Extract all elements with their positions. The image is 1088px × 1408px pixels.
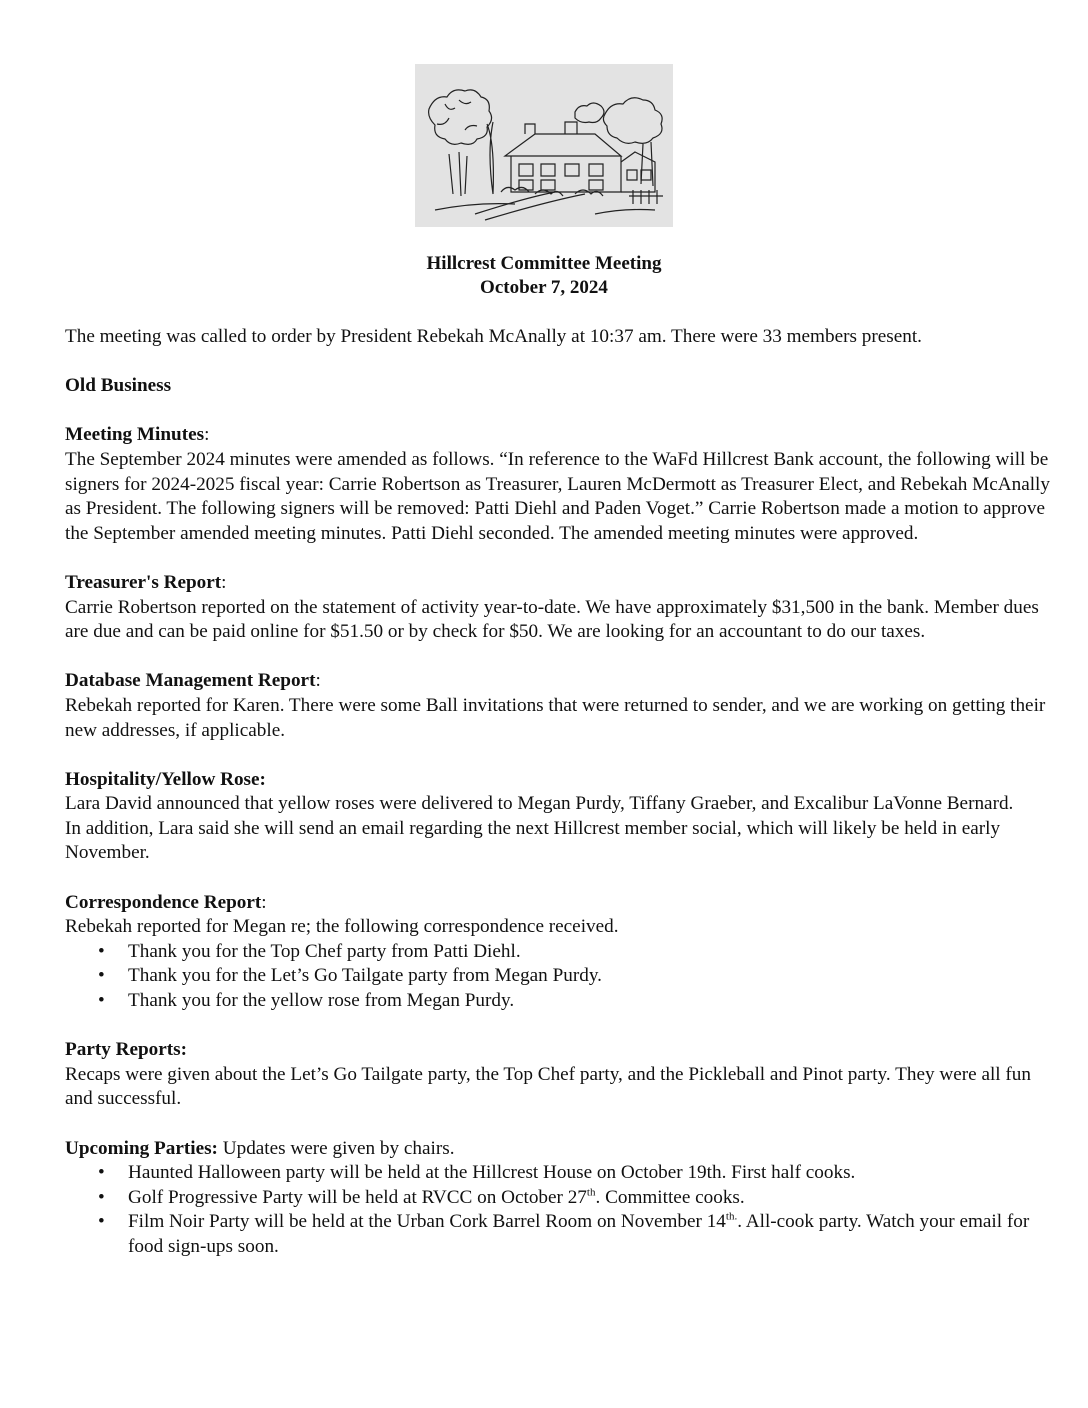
hospitality-heading: Hospitality/Yellow Rose: xyxy=(65,768,266,790)
upcoming-parties-text: Updates were given by chairs. xyxy=(217,1137,455,1159)
treasurer-heading: Treasurer's Report xyxy=(65,571,222,593)
meeting-title-block xyxy=(0,252,1088,300)
minutes-body xyxy=(65,325,1055,1260)
database-heading-line: Database Management Report: xyxy=(65,670,321,692)
party-reports-text: Recaps were given about the Let’s Go Tailgate party, the Top Chef party, and the Pickleball and Pinot party. They were all fun and successful. xyxy=(65,1063,1031,1110)
list-item: • Golf Progressive Party will be held at RVCC on October 27th. Committee cooks. xyxy=(65,1186,1055,1211)
upcoming-parties-line xyxy=(65,1137,1055,1162)
meeting-title: Hillcrest Committee Meeting xyxy=(426,253,662,274)
meeting-date: October 7, 2024 xyxy=(480,277,608,298)
meeting-minutes-text: The September 2024 minutes were amended as follows. “In reference to the WaFd Hillcrest Bank account, the following will be signers for 2024-2025 fiscal year: Carrie Robertson as Treasurer, Lauren McDermott as Treasurer Elect, and Rebekah McAnally as President. The following signers will be removed: Patti Diehl and Paden Voget.” Carrie Robertson made a motion to approve the September amended meeting minutes. Patti Diehl seconded. The amended meeting minutes were approved. xyxy=(65,448,1050,544)
correspondence-list xyxy=(65,940,1055,1014)
treasurer-text: Carrie Robertson reported on the statement of activity year-to-date. We have approximately $31,500 in the bank. Member dues are due and can be paid online for $51.50 or by check for $50. We are looking for an accountant to do our taxes. xyxy=(65,596,1039,643)
bullet-icon: • xyxy=(98,1211,105,1233)
hillcrest-house-logo xyxy=(415,64,673,227)
list-item: • Thank you for the Let’s Go Tailgate party from Megan Purdy. xyxy=(65,964,1055,989)
hospitality-text-1: Lara David announced that yellow roses were delivered to Megan Purdy, Tiffany Graeber, and Excalibur LaVonne Bernard. xyxy=(65,793,1014,815)
upcoming-parties-list xyxy=(65,1161,1055,1259)
party-reports-heading: Party Reports: xyxy=(65,1039,188,1061)
upcoming-parties-heading: Upcoming Parties: xyxy=(65,1137,218,1159)
list-item: • Thank you for the yellow rose from Megan Purdy. xyxy=(65,989,1055,1014)
bullet-icon: • xyxy=(98,1162,105,1184)
meeting-minutes-heading: Meeting Minutes xyxy=(65,424,205,446)
hospitality-text-2: In addition, Lara said she will send an email regarding the next Hillcrest member social, which will likely be held in early November. xyxy=(65,817,1001,864)
list-item: • Haunted Halloween party will be held at the Hillcrest House on October 19th. First half cooks. xyxy=(65,1161,1055,1186)
correspondence-heading-line: Correspondence Report: xyxy=(65,891,267,913)
correspondence-text: Rebekah reported for Megan re; the following correspondence received. xyxy=(65,916,619,938)
database-text: Rebekah reported for Karen. There were some Ball invitations that were returned to sender, and we are working on getting their new addresses, if applicable. xyxy=(65,694,1046,741)
bullet-icon: • xyxy=(98,1186,105,1208)
intro-paragraph: The meeting was called to order by President Rebekah McAnally at 10:37 am. There were 33 members present. xyxy=(65,326,922,347)
list-item: • Thank you for the Top Chef party from Patti Diehl. xyxy=(65,940,1055,965)
bullet-icon: • xyxy=(98,965,105,987)
bullet-icon: • xyxy=(98,940,105,962)
meeting-minutes-heading-line: Meeting Minutes: xyxy=(65,424,210,446)
database-heading: Database Management Report xyxy=(65,670,316,692)
correspondence-heading: Correspondence Report xyxy=(65,891,262,913)
list-item: • Film Noir Party will be held at the Urban Cork Barrel Room on November $14^{th.}$. All-cook party. Watch your email for food sign-ups soon. xyxy=(98,1210,1030,1257)
house-sketch-icon xyxy=(415,64,673,227)
old-business-heading: Old Business xyxy=(65,375,172,397)
treasurer-heading-line: Treasurer's Report: xyxy=(65,571,227,593)
bullet-icon: • xyxy=(98,990,105,1012)
